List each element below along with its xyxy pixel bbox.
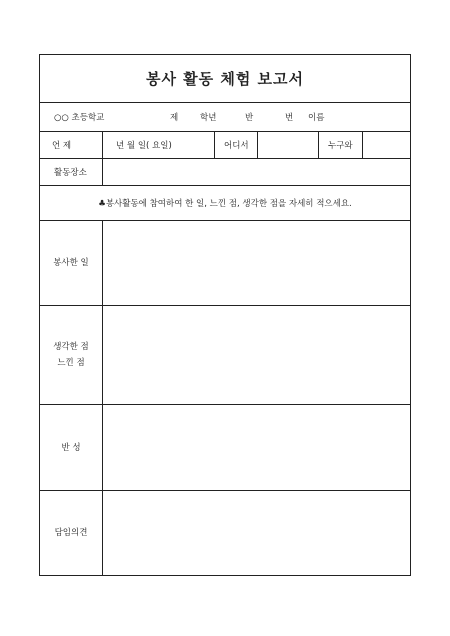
section-label <box>40 405 102 490</box>
student-info-row <box>40 103 410 132</box>
place-label: 활동장소 <box>54 168 87 178</box>
section-done-row <box>40 221 410 306</box>
class-unit: 반 <box>245 113 254 123</box>
place-row <box>40 159 410 186</box>
when-label: 언 제 <box>52 141 72 151</box>
section-label-line: 느낀 점 <box>57 358 85 368</box>
instruction-row <box>40 186 410 221</box>
section-label-line: 생각한 점 <box>53 342 89 352</box>
title-row <box>40 55 410 103</box>
section-label <box>40 491 102 575</box>
form-title: 봉사 활동 체험 보고서 <box>145 70 305 88</box>
divider <box>318 132 319 158</box>
section-teacher-row <box>40 491 410 575</box>
divider <box>214 132 215 158</box>
report-form <box>39 54 411 576</box>
number-unit: 번 <box>285 113 294 123</box>
divider <box>102 491 103 575</box>
divider <box>102 132 103 158</box>
section-reflection-row <box>40 405 410 491</box>
school-name: ○○ 초등학교 <box>54 113 105 123</box>
section-label-line: 반 성 <box>61 442 81 453</box>
divider <box>102 159 103 185</box>
divider <box>257 132 258 158</box>
when-row <box>40 132 410 159</box>
section-label-line: 담임의견 <box>54 528 88 538</box>
section-label-line: 봉사한 일 <box>53 258 89 268</box>
divider <box>362 132 363 158</box>
section-label <box>40 221 102 305</box>
divider <box>102 306 103 404</box>
where-label: 어디서 <box>224 141 249 151</box>
grade-unit: 학년 <box>200 113 217 123</box>
name-label: 이름 <box>308 113 325 123</box>
divider <box>102 221 103 305</box>
with-label: 누구와 <box>328 141 353 151</box>
section-thoughts-row <box>40 306 410 405</box>
grade-prefix: 제 <box>170 113 179 123</box>
date-field[interactable]: 년 월 일( 요일) <box>116 141 172 151</box>
divider <box>102 405 103 490</box>
section-label <box>40 306 102 404</box>
instruction-text: ♣봉사활동에 참여하여 한 일, 느낀 점, 생각한 점을 자세히 적으세요. <box>98 199 352 209</box>
